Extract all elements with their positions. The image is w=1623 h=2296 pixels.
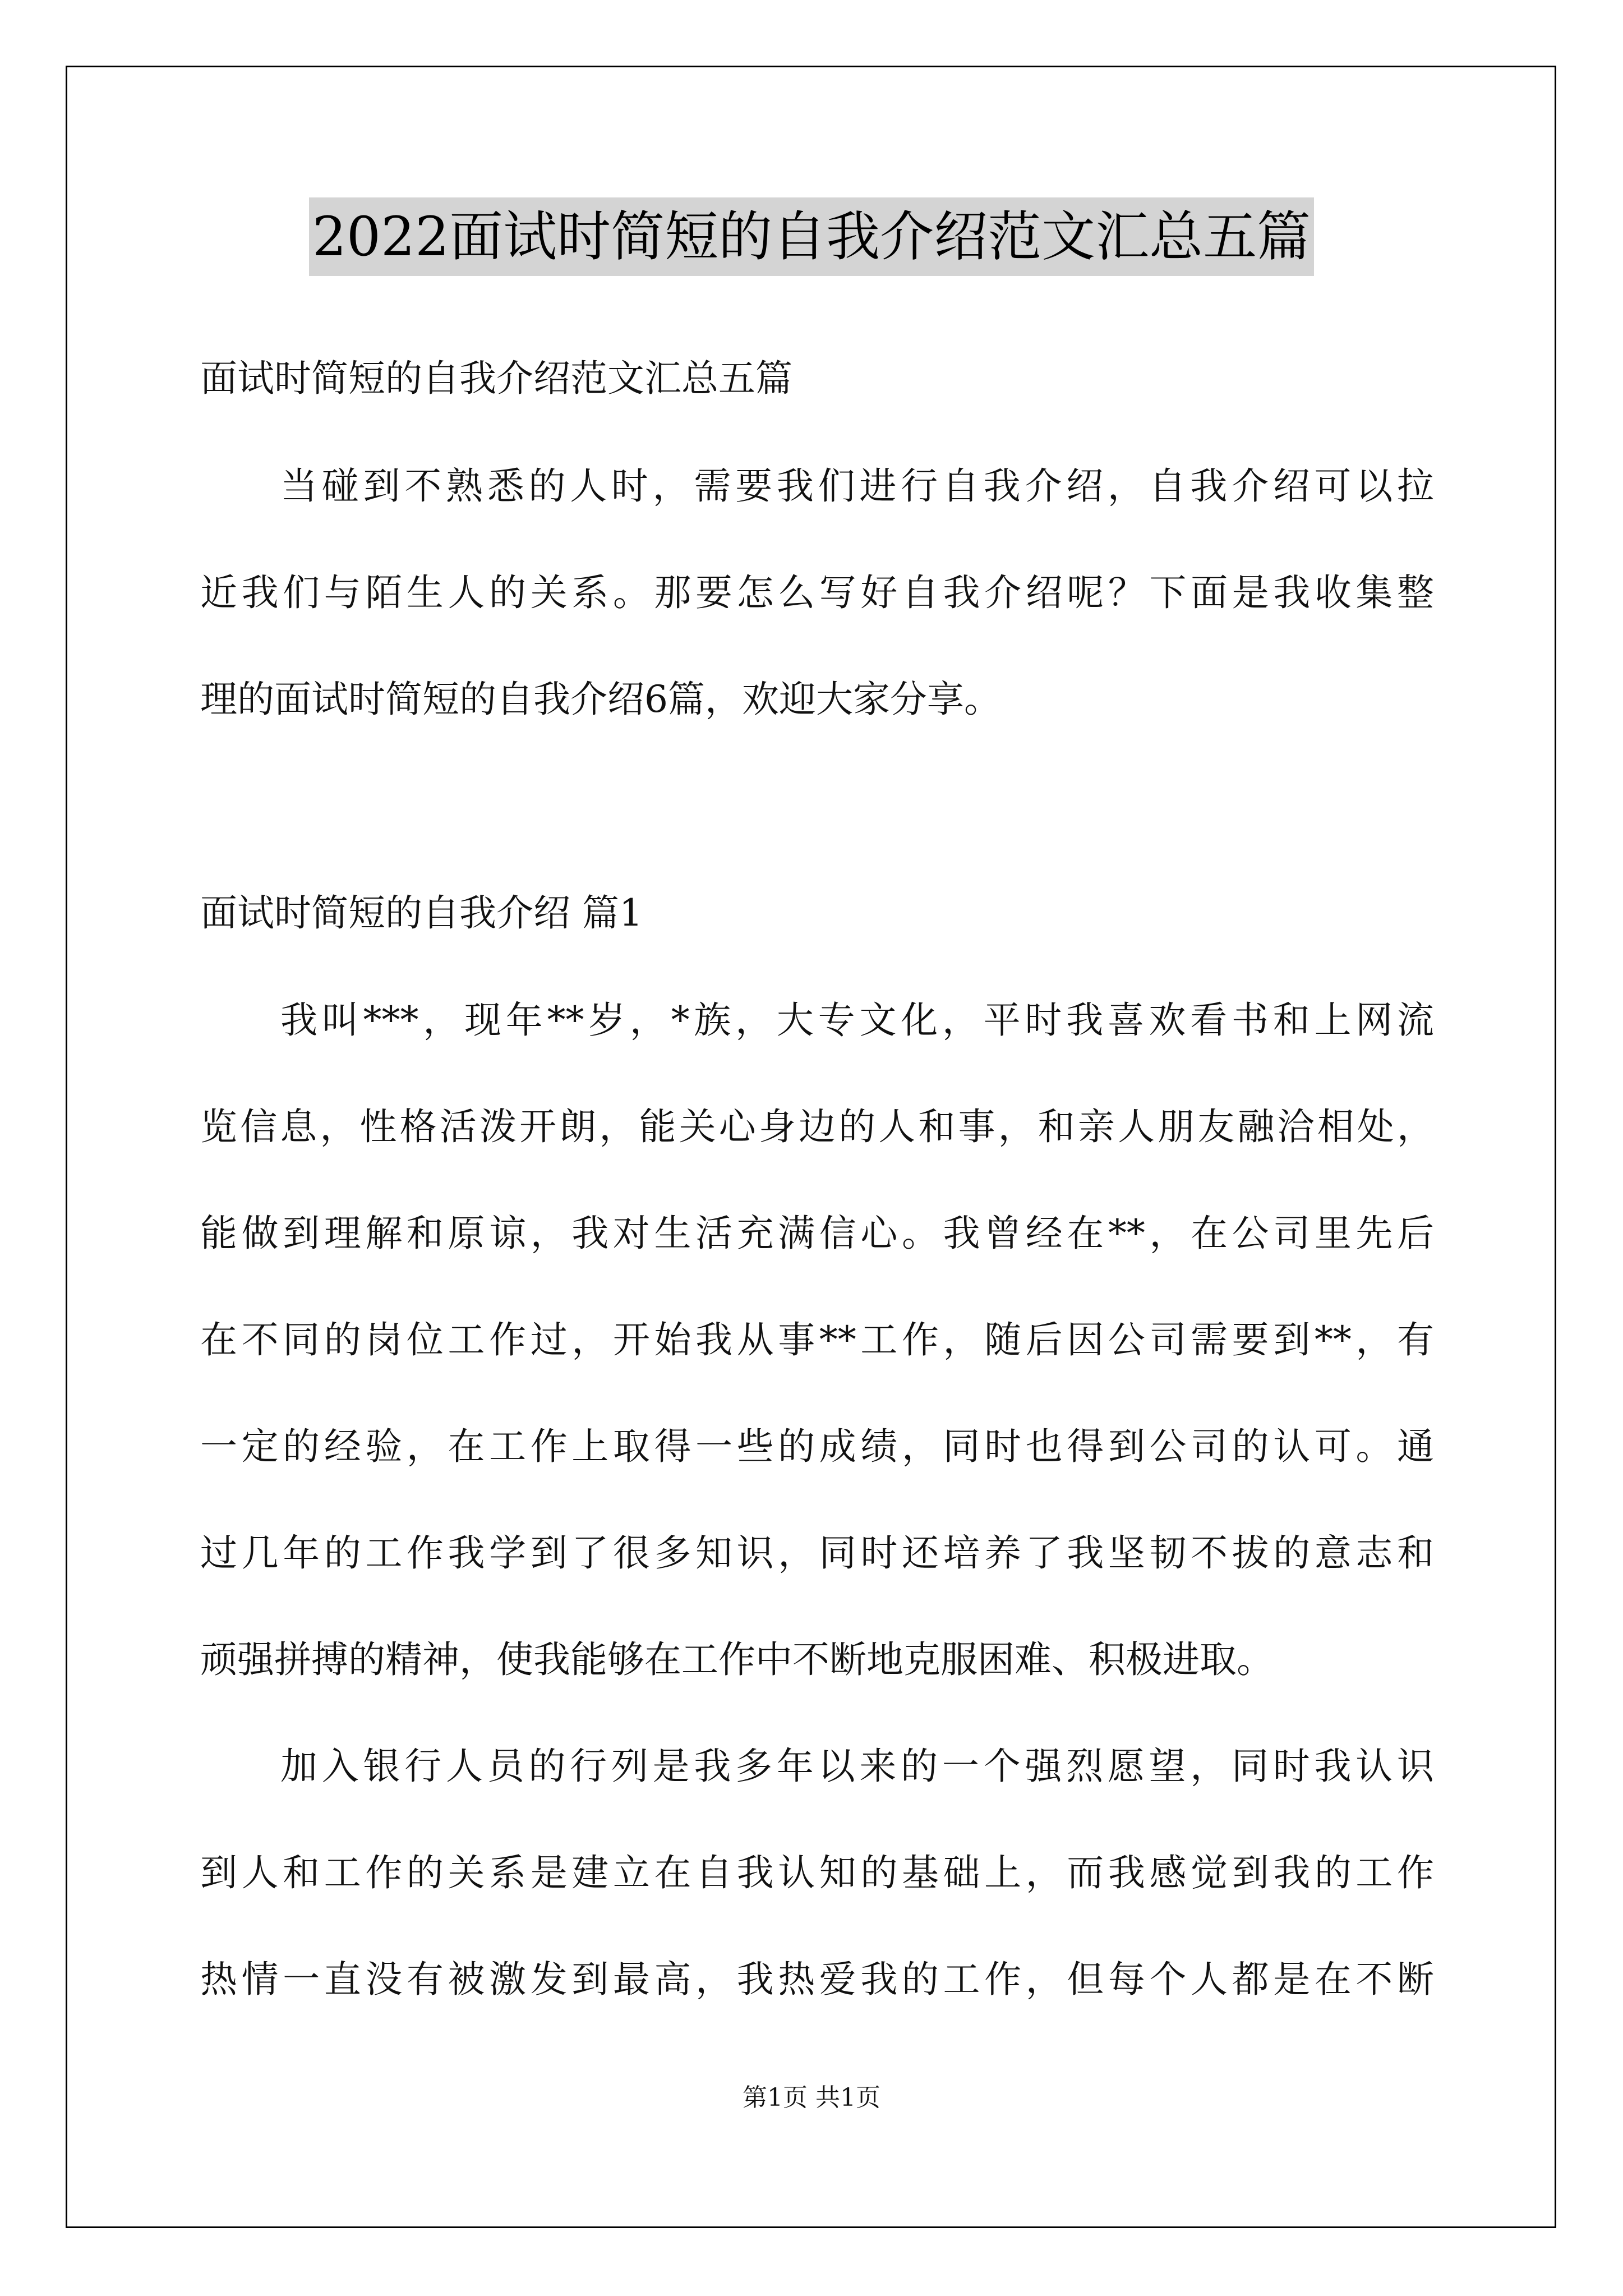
para1-line-5: 一定的经验，在工作上取得一些的成绩，同时也得到公司的认可。通 — [200, 1425, 1434, 1468]
intro-line-1: 当碰到不熟悉的人时，需要我们进行自我介绍，自我介绍可以拉 — [280, 464, 1434, 508]
para1-line-6: 过几年的工作我学到了很多知识，同时还培养了我坚韧不拔的意志和 — [200, 1531, 1434, 1575]
page-footer: 第1页 共1页 — [743, 2083, 880, 2112]
para2-line-1: 加入银行人员的行列是我多年以来的一个强烈愿望，同时我认识 — [280, 1745, 1434, 1788]
title-container — [0, 197, 1623, 276]
intro-line-3: 理的面试时简短的自我介绍6篇，欢迎大家分享。 — [200, 678, 1001, 721]
para1-line-3: 能做到理解和原谅，我对生活充满信心。我曾经在**，在公司里先后 — [200, 1212, 1434, 1255]
document-subtitle: 面试时简短的自我介绍范文汇总五篇 — [200, 357, 792, 400]
para1-line-7: 顽强拼搏的精神，使我能够在工作中不断地克服困难、积极进取。 — [200, 1638, 1274, 1681]
section-heading: 面试时简短的自我介绍 篇1 — [200, 891, 643, 935]
para1-line-2: 览信息，性格活泼开朗，能关心身边的人和事，和亲人朋友融洽相处， — [200, 1105, 1434, 1148]
para2-line-2: 到人和工作的关系是建立在自我认知的基础上，而我感觉到我的工作 — [200, 1851, 1434, 1894]
intro-line-2: 近我们与陌生人的关系。那要怎么写好自我介绍呢？下面是我收集整 — [200, 571, 1434, 614]
para1-line-4: 在不同的岗位工作过，开始我从事**工作，随后因公司需要到**，有 — [200, 1318, 1434, 1361]
document-title: 2022面试时简短的自我介绍范文汇总五篇 — [309, 197, 1314, 276]
para2-line-3: 热情一直没有被激发到最高，我热爱我的工作，但每个人都是在不断 — [200, 1958, 1434, 2001]
para1-line-1: 我叫***，现年**岁，*族，大专文化，平时我喜欢看书和上网流 — [280, 999, 1434, 1042]
